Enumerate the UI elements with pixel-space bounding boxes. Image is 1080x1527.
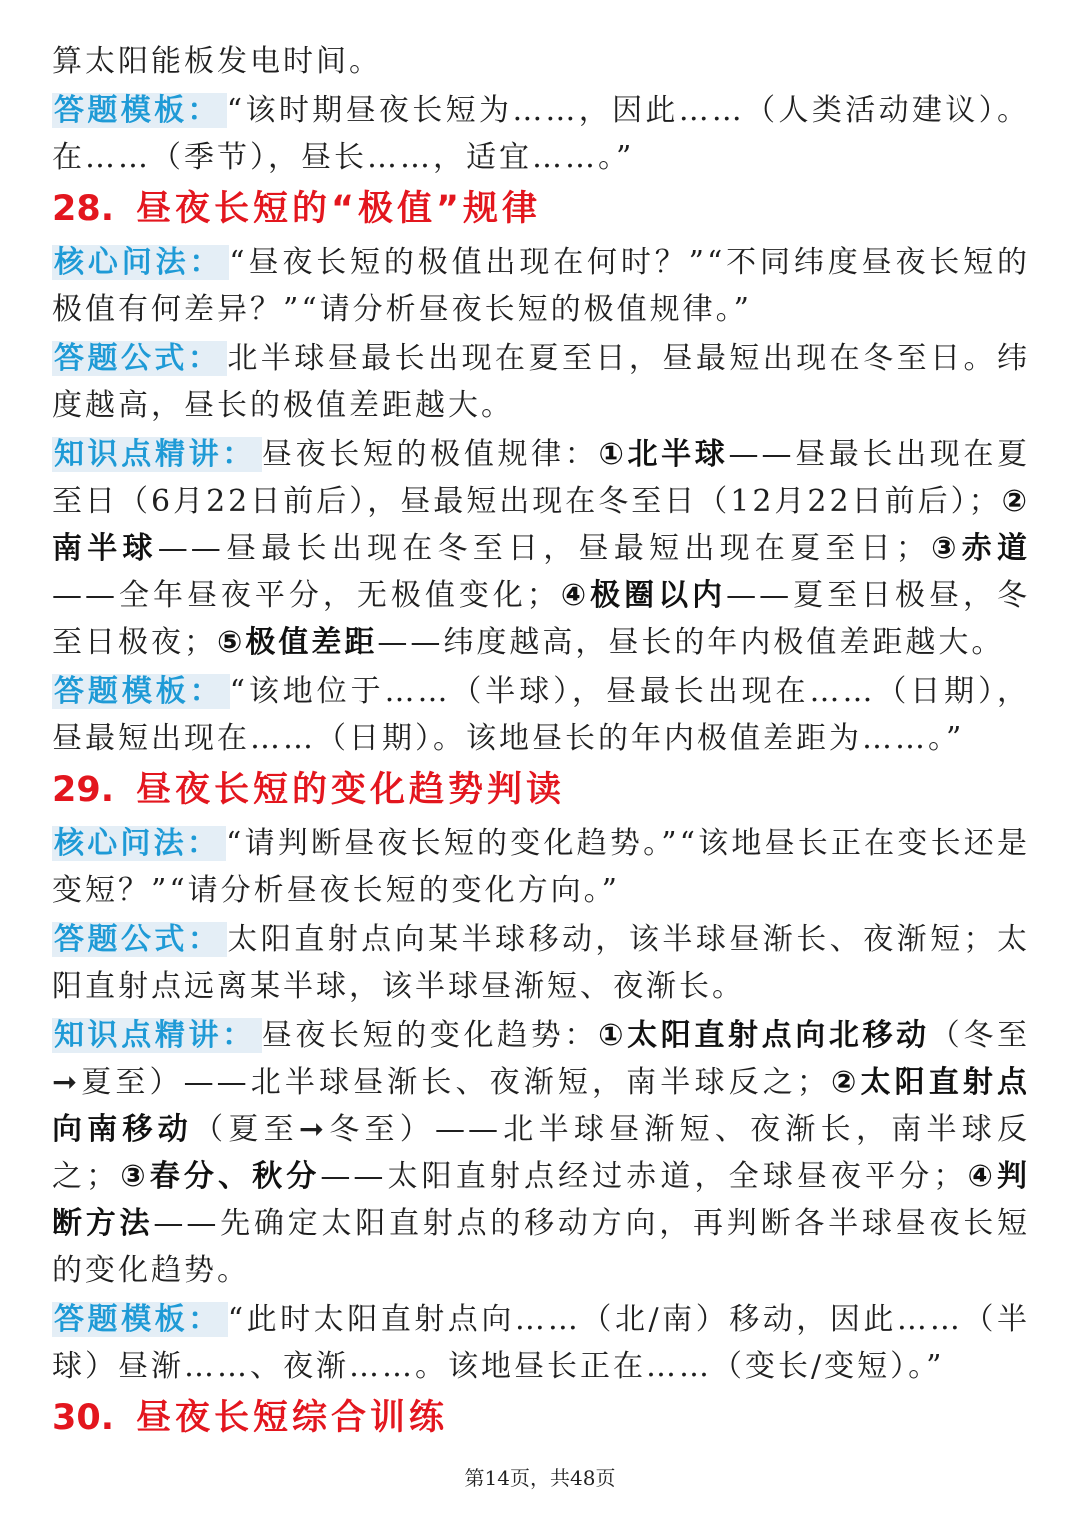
page-footer: 第14页，共48页 xyxy=(464,1466,616,1490)
section-29-core-question: 核心问法： “请判断昼夜长短的变化趋势。”“该地昼长正在变长还是变短？”“请分析昼夜长短的变化方向。” xyxy=(52,826,1031,908)
section-29-formula: 答题公式： 太阳直射点向某半球移动，该半球昼渐长、夜渐短；太阳直射点远离某半球，该半球昼渐短、夜渐长。 xyxy=(52,922,1031,1004)
formula-label: 答题公式： xyxy=(52,341,227,376)
section-29-knowledge: 知识点精讲： 昼夜长短的变化趋势：①太阳直射点向北移动（冬至➞夏至）——北半球昼渐长、夜渐短，南半球反之；②太阳直射点向南移动（夏至➞冬至）——北半球昼渐短、夜渐长，南半球反之；③春分、秋分——太阳直射点经过赤道，全球昼夜平分；④判断方法——先确定太阳直射点的移动方向，再判断各半球昼夜长短的变化趋势。 xyxy=(52,1018,1031,1288)
section-28-template: 答题模板： “该地位于……（半球），昼最长出现在……（日期），昼最短出现在……（日期）。该地昼长的年内极值差距为……。” xyxy=(52,674,1031,756)
core-question-label: 核心问法： xyxy=(52,245,229,280)
section-29-heading: 29. 昼夜长短的变化趋势判读 xyxy=(52,770,566,810)
intro-line: 算太阳能板发电时间。 xyxy=(52,44,382,79)
formula-label: 答题公式： xyxy=(52,922,227,957)
section-28-knowledge: 知识点精讲： 昼夜长短的极值规律：①北半球——昼最长出现在夏至日（6月22日前后），昼最短出现在冬至日（12月22日前后）；②南半球——昼最长出现在冬至日，昼最短出现在夏至日；③赤道——全年昼夜平分，无极值变化；④极圈以内——夏至日极昼，冬至日极夜；⑤极值差距——纬度越高，昼长的年内极值差距越大。 xyxy=(52,437,1031,660)
template-label: 答题模板： xyxy=(52,93,227,128)
knowledge-label: 知识点精讲： xyxy=(52,437,262,472)
section-28-heading: 28. 昼夜长短的“极值”规律 xyxy=(52,189,542,229)
intro-template-paragraph: 答题模板： “该时期昼夜长短为……，因此……（人类活动建议）。在……（季节），昼长……，适宜……。” xyxy=(52,93,1031,175)
section-28-core-question: 核心问法： “昼夜长短的极值出现在何时？”“不同纬度昼夜长短的极值有何差异？”“请分析昼夜长短的极值规律。” xyxy=(52,245,1031,327)
core-question-label: 核心问法： xyxy=(52,826,226,861)
knowledge-label: 知识点精讲： xyxy=(52,1018,262,1053)
section-29-template: 答题模板： “此时太阳直射点向……（北/南）移动，因此……（半球）昼渐……、夜渐……。该地昼长正在……（变长/变短）。” xyxy=(52,1302,1030,1384)
section-30-heading: 30. 昼夜长短综合训练 xyxy=(52,1398,449,1438)
section-28-formula: 答题公式： 北半球昼最长出现在夏至日，昼最短出现在冬至日。纬度越高，昼长的极值差距越大。 xyxy=(52,341,1031,423)
template-label: 答题模板： xyxy=(52,1302,228,1337)
template-label: 答题模板： xyxy=(52,674,230,709)
